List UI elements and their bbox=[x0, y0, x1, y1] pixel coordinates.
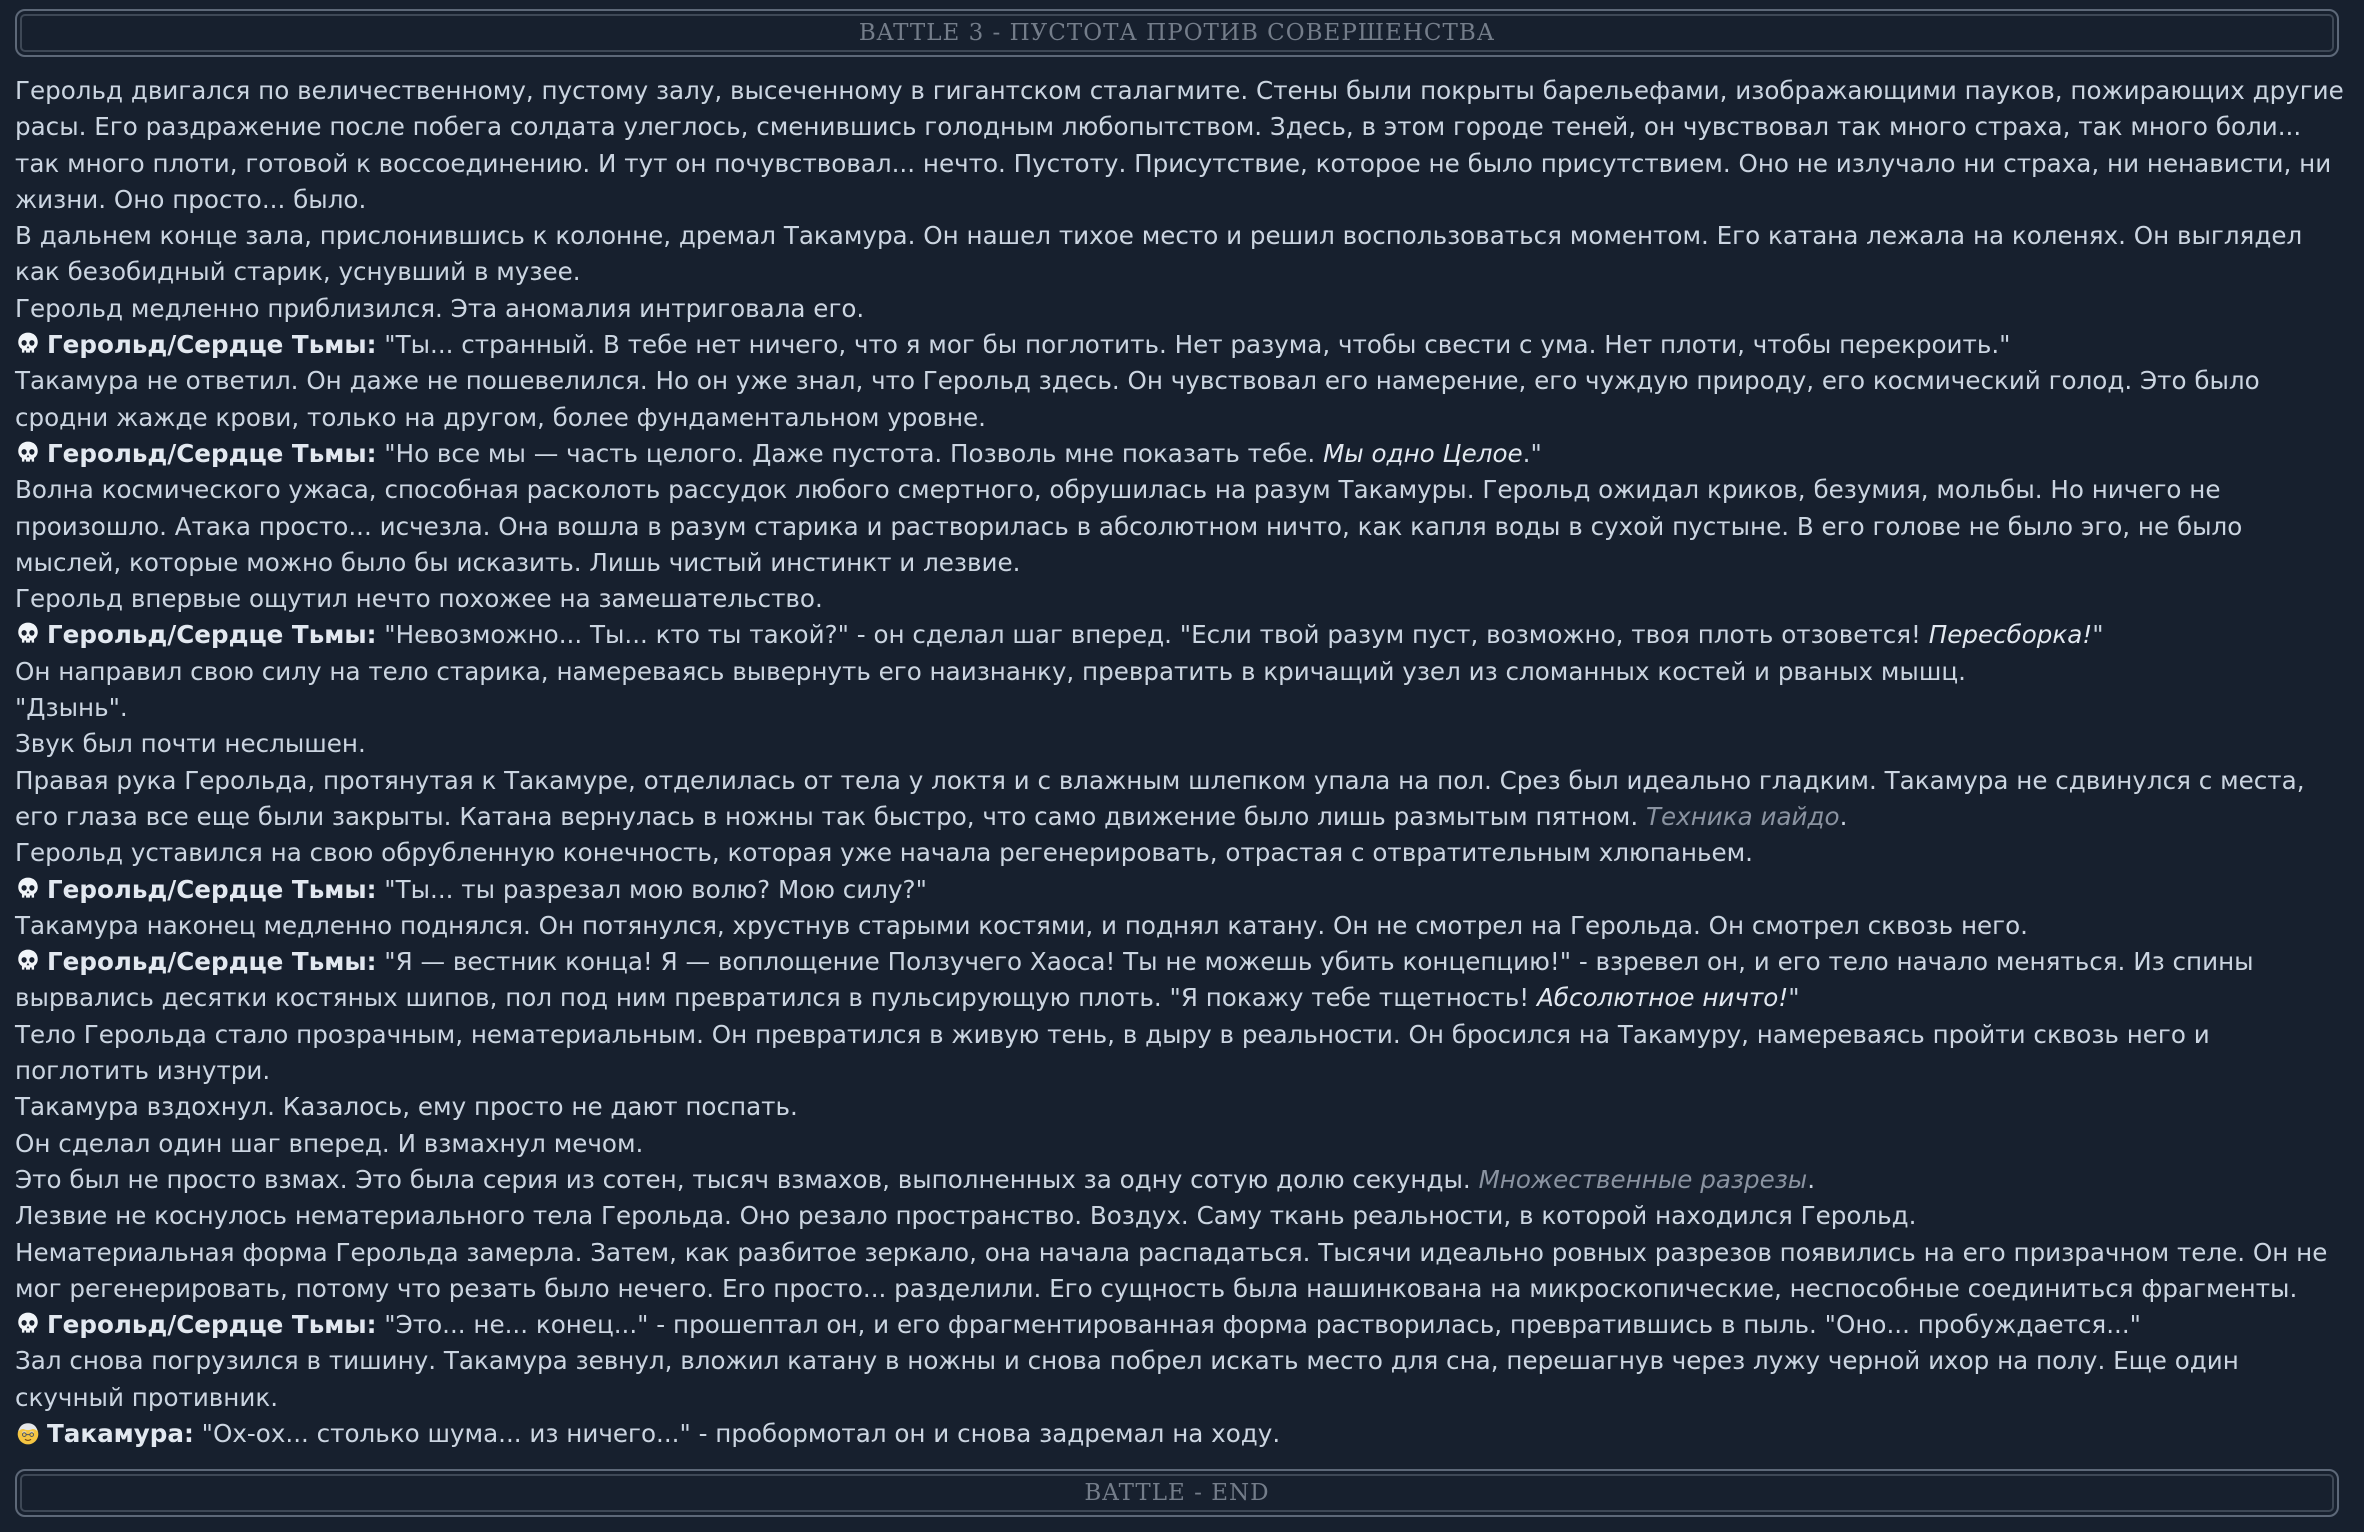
narration-paragraph: В дальнем конце зала, прислонившись к колонне, дремал Такамура. Он нашел тихое место и решил воспользоваться моментом. Его катана лежала на коленях. Он выглядел как безобидный старик, уснувший в музее. bbox=[15, 221, 2303, 287]
dialogue-text: " bbox=[2092, 620, 2104, 650]
narration-paragraph: Лезвие не коснулось нематериального тела Герольда. Оно резало пространство. Воздух. Саму ткань реальности, в которой находился Герольд. bbox=[15, 1201, 1917, 1231]
dialogue-text: "Я — вестник конца! Я — воплощение Ползучего Хаоса! Ты не можешь убить концепцию!" - взревел он, и его тело начало меняться. Из спины вырвались десятки костяных шипов, пол под ним превратился в пульсирующую плоть. "Я покажу тебе тщетность! bbox=[15, 947, 2254, 1013]
dialogue-text: "Но все мы — часть целого. Даже пустота. Позволь мне показать тебе. bbox=[384, 438, 1324, 468]
dialogue-text: "Ты... ты разрезал мою волю? Мою силу?" bbox=[384, 874, 927, 904]
skull-icon bbox=[15, 621, 41, 647]
skull-icon bbox=[15, 948, 41, 974]
narration-paragraph: Герольд уставился на свою обрубленную конечность, которая уже начала регенерировать, отрастая с отвратительным хлюпаньем. bbox=[15, 838, 1753, 868]
narration-paragraph: Такамура не ответил. Он даже не пошевелился. Но он уже знал, что Герольд здесь. Он чувствовал его намерение, его чуждую природу, его космический голод. Это было сродни жажде крови, только на другом, более фундаментальном уровне. bbox=[15, 366, 2260, 432]
technique-name: Множественные разрезы bbox=[1478, 1164, 1808, 1194]
narration-paragraph: Нематериальная форма Герольда замерла. Затем, как разбитое зеркало, она начала распадаться. Тысячи идеально ровных разрезов появились на его призрачном теле. Он не мог регенерировать, потому что резать было нечего. Его просто... разделили. Его сущность была нашинкована на микроскопические, неспособные соединиться фрагменты. bbox=[15, 1237, 2328, 1303]
old-man-face-icon bbox=[15, 1420, 41, 1446]
battle-header-banner bbox=[15, 9, 2339, 57]
narration-paragraph: Он направил свою силу на тело старика, намереваясь вывернуть его наизнанку, превратить в кричащий узел из сломанных костей и рваных мышц. bbox=[15, 656, 1966, 686]
speaker-name: Герольд/Сердце Тьмы: bbox=[47, 1310, 377, 1340]
narration-text: Это был не просто взмах. Это была серия из сотен, тысяч взмахов, выполненных за одну сотую долю секунды. bbox=[15, 1164, 1479, 1194]
dialogue-line bbox=[15, 436, 2345, 472]
narration-paragraph: Он сделал один шаг вперед. И взмахнул мечом. bbox=[15, 1128, 644, 1158]
dialogue-text: ." bbox=[1522, 438, 1542, 468]
narration-paragraph: "Дзынь". bbox=[15, 693, 128, 723]
technique-name: Техника иайдо bbox=[1645, 801, 1840, 831]
battle-title: BATTLE 3 - ПУСТОТА ПРОТИВ СОВЕРШЕНСТВА bbox=[858, 20, 1496, 46]
dialogue-emphasis: Пересборка! bbox=[1928, 620, 2093, 650]
battle-end-title: BATTLE - END bbox=[1084, 1480, 1270, 1506]
dialogue-text: "Невозможно... Ты... кто ты такой?" - он сделал шаг вперед. "Если твой разум пуст, возможно, твоя плоть отзовется! bbox=[384, 620, 1929, 650]
skull-icon bbox=[15, 1311, 41, 1337]
dialogue-text: "Ты... странный. В тебе нет ничего, что я мог бы поглотить. Нет разума, чтобы свести с ума. Нет плоти, чтобы перекроить." bbox=[384, 330, 2011, 360]
speaker-name: Герольд/Сердце Тьмы: bbox=[47, 947, 377, 977]
narration-text: . bbox=[1807, 1164, 1816, 1194]
battle-footer-banner bbox=[15, 1469, 2339, 1517]
story-text bbox=[15, 73, 2345, 1452]
narration-paragraph: Волна космического ужаса, способная расколоть рассудок любого смертного, обрушилась на разум Такамуры. Герольд ожидал криков, безумия, мольбы. Но ничего не произошло. Атака просто... исчезла. Она вошла в разум старика и растворилась в абсолютном ничто, как капля воды в сухой пустыне. В его голове не было эго, не было мыслей, которые можно было бы исказить. Лишь чистый инстинкт и лезвие. bbox=[15, 475, 2243, 577]
narration-paragraph: Герольд двигался по величественному, пустому залу, высеченному в гигантском сталагмите. Стены были покрыты барельефами, изображающими пауков, пожирающих другие расы. Его раздражение после побега солдата улеглось, сменившись голодным любопытством. Здесь, в этом городе теней, он чувствовал так много страха, так много боли... так много плоти, готовой к воссоединению. И тут он почувствовал... нечто. Пустоту. Присутствие, которое не было присутствием. Оно не излучало ни страха, ни ненависти, ни жизни. Оно просто... было. bbox=[15, 76, 2344, 214]
narration-paragraph bbox=[15, 1162, 2345, 1198]
dialogue-emphasis: Мы одно Целое bbox=[1323, 438, 1523, 468]
narration-paragraph: Такамура вздохнул. Казалось, ему просто не дают поспать. bbox=[15, 1092, 798, 1122]
narration-paragraph bbox=[15, 763, 2345, 836]
narration-text: . bbox=[1839, 801, 1848, 831]
narration-paragraph: Зал снова погрузился в тишину. Такамура зевнул, вложил катану в ножны и снова побрел искать место для сна, перешагнув через лужу черной ихор на полу. Еще один скучный противник. bbox=[15, 1346, 2239, 1412]
dialogue-emphasis: Абсолютное ничто! bbox=[1536, 983, 1789, 1013]
narration-text: Правая рука Герольда, протянутая к Такамуре, отделилась от тела у локтя и с влажным шлепком упала на пол. Срез был идеально гладким. Такамура не сдвинулся с места, его глаза все еще были закрыты. Катана вернулась в ножны так быстро, что само движение было лишь размытым пятном. bbox=[15, 765, 2305, 831]
narration-paragraph: Такамура наконец медленно поднялся. Он потянулся, хрустнув старыми костями, и поднял катану. Он не смотрел на Герольда. Он смотрел сквозь него. bbox=[15, 910, 2028, 940]
skull-icon bbox=[15, 440, 41, 466]
narration-paragraph: Тело Герольда стало прозрачным, нематериальным. Он превратился в живую тень, в дыру в реальности. Он бросился на Такамуру, намереваясь пройти сквозь него и поглотить изнутри. bbox=[15, 1019, 2210, 1086]
dialogue-line bbox=[15, 944, 2345, 1017]
narration-paragraph: Герольд медленно приблизился. Эта аномалия интриговала его. bbox=[15, 293, 865, 323]
speaker-name: Герольд/Сердце Тьмы: bbox=[47, 438, 377, 468]
dialogue-line bbox=[15, 617, 2345, 653]
dialogue-text: "Это... не... конец..." - прошептал он, и его фрагментированная форма растворилась, превратившись в пыль. "Оно... пробуждается..." bbox=[384, 1310, 2141, 1340]
dialogue-line bbox=[15, 1307, 2345, 1343]
speaker-name: Такамура: bbox=[47, 1418, 194, 1448]
speaker-name: Герольд/Сердце Тьмы: bbox=[47, 874, 377, 904]
skull-icon bbox=[15, 876, 41, 902]
dialogue-line bbox=[15, 872, 2345, 908]
skull-icon bbox=[15, 331, 41, 357]
speaker-name: Герольд/Сердце Тьмы: bbox=[47, 330, 377, 360]
speaker-name: Герольд/Сердце Тьмы: bbox=[47, 620, 377, 650]
narration-paragraph: Звук был почти неслышен. bbox=[15, 729, 366, 759]
dialogue-line bbox=[15, 1416, 2345, 1452]
dialogue-text: " bbox=[1788, 983, 1800, 1013]
narration-paragraph: Герольд впервые ощутил нечто похожее на замешательство. bbox=[15, 584, 823, 614]
dialogue-text: "Ох-ох... столько шума... из ничего..." - пробормотал он и снова задремал на ходу. bbox=[201, 1418, 1281, 1448]
dialogue-line bbox=[15, 327, 2345, 363]
